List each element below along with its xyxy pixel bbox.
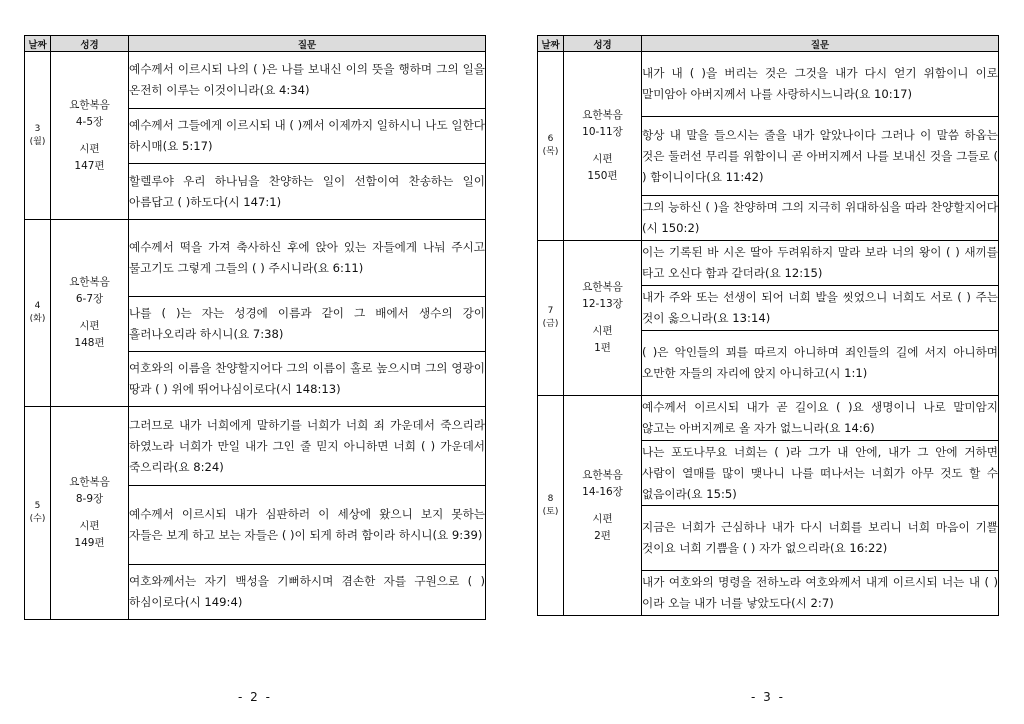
question-cell: 그의 능하신 ( )을 찬양하며 그의 지극히 위대하심을 따라 찬양할지어다(시 150:2)	[642, 196, 999, 241]
psalm-book: 시편	[79, 520, 100, 532]
reading-cell	[564, 52, 642, 241]
gospel-book: 요한복음	[69, 276, 110, 288]
weekday: (토)	[542, 506, 559, 517]
table-header-row	[25, 36, 486, 52]
table-row	[25, 407, 486, 486]
question-cell: 나를 ( )는 자는 성경에 이름과 같이 그 배에서 생수의 강이 흘러나오리라 하시니(요 7:38)	[129, 297, 486, 352]
reading-plan-table	[537, 35, 999, 616]
day-number: 7	[547, 306, 554, 316]
gospel-book: 요한복음	[582, 109, 623, 121]
gospel-book: 요한복음	[582, 468, 623, 481]
reading-cell	[51, 52, 129, 220]
table-header-row	[538, 36, 999, 52]
table-row	[538, 396, 999, 441]
psalm-book: 시편	[79, 320, 100, 332]
psalm-book: 시편	[592, 153, 613, 165]
psalm-number: 150편	[587, 170, 618, 182]
day-number: 8	[547, 493, 554, 504]
question-cell: 예수께서 이르시되 내가 곧 길이요 ( )요 생명이니 나로 말미암지 않고는 아버지께로 올 자가 없느니라(요 14:6)	[642, 396, 999, 441]
question-cell: 그러므로 내가 너희에게 말하기를 너희가 너희 죄 가운데서 죽으리라 하였노라 너희가 만일 내가 그인 줄 믿지 아니하면 너희 ( ) 가운데서 죽으리라(요 8:24)	[129, 407, 486, 486]
gospel-chapters: 4-5장	[75, 115, 104, 128]
day-number: 5	[34, 501, 41, 511]
question-cell: 내가 주와 또는 선생이 되어 너희 발을 씻었으니 너희도 서로 ( ) 주는 것이 옳으니라(요 13:14)	[642, 286, 999, 331]
header-date: 날짜	[25, 36, 51, 52]
question-cell: 예수께서 이르시되 내가 심판하러 이 세상에 왔으니 보지 못하는 자들은 보게 하고 보는 자들은 ( )이 되게 하려 함이라 하시니(요 9:39)	[129, 486, 486, 565]
question-cell: 예수께서 이르시되 나의 ( )은 나를 보내신 이의 뜻을 행하며 그의 일을 온전히 이루는 이것이니라(요 4:34)	[129, 52, 486, 109]
day-number: 3	[34, 123, 41, 134]
question-cell: 예수께서 그들에게 이르시되 내 ( )께서 이제까지 일하시니 나도 일한다 하시매(요 5:17)	[129, 109, 486, 164]
date-cell	[538, 396, 564, 616]
gospel-chapters: 6-7장	[75, 293, 104, 305]
header-reading: 성경	[51, 36, 129, 52]
weekday: (화)	[29, 314, 46, 324]
reading-cell	[564, 396, 642, 616]
day-number: 6	[547, 134, 554, 144]
gospel-book: 요한복음	[69, 476, 110, 488]
gospel-book: 요한복음	[582, 281, 623, 293]
question-cell: 내가 여호와의 명령을 전하노라 여호와께서 내게 이르시되 너는 내 ( )이라 오늘 내가 너를 낳았도다(시 2:7)	[642, 571, 999, 616]
reading-cell	[51, 407, 129, 620]
psalm-book: 시편	[592, 512, 613, 525]
table-row	[25, 52, 486, 109]
table-row	[538, 52, 999, 117]
question-cell: 할렐루야 우리 하나님을 찬양하는 일이 선함이여 찬송하는 일이 아름답고 ( )하도다(시 147:1)	[129, 164, 486, 220]
gospel-chapters: 10-11장	[582, 126, 623, 138]
question-cell: ( )은 악인들의 꾀를 따르지 아니하며 죄인들의 길에 서지 아니하며 오만한 자들의 자리에 앉지 아니하고(시 1:1)	[642, 331, 999, 396]
date-cell	[538, 52, 564, 241]
table-row	[25, 220, 486, 297]
gospel-chapters: 12-13장	[582, 298, 623, 310]
question-cell: 예수께서 떡을 가져 축사하신 후에 앉아 있는 자들에게 나눠 주시고 물고기도 그렇게 그들의 ( ) 주시니라(요 6:11)	[129, 220, 486, 297]
header-date: 날짜	[538, 36, 564, 52]
reading-cell	[564, 241, 642, 396]
question-cell: 지금은 너희가 근심하나 내가 다시 너희를 보리니 너희 마음이 기쁠 것이요 너희 기쁨을 ( ) 자가 없으리라(요 16:22)	[642, 506, 999, 571]
psalm-number: 147편	[74, 159, 105, 172]
day-number: 4	[34, 301, 41, 311]
question-cell: 여호와의 이름을 찬양할지어다 그의 이름이 홀로 높으시며 그의 영광이 땅과 ( ) 위에 뛰어나심이로다(시 148:13)	[129, 352, 486, 407]
question-cell: 여호와께서는 자기 백성을 기뻐하시며 겸손한 자를 구원으로 ( ) 하심이로다(시 149:4)	[129, 565, 486, 620]
psalm-book: 시편	[79, 142, 100, 155]
header-question: 질문	[642, 36, 999, 52]
psalm-number: 148편	[74, 337, 105, 349]
question-cell: 내가 내 ( )을 버리는 것은 그것을 내가 다시 얻기 위함이니 이로 말미암아 아버지께서 나를 사랑하시느니라(요 10:17)	[642, 52, 999, 117]
psalm-number: 149편	[74, 537, 105, 549]
date-cell	[25, 220, 51, 407]
psalm-number: 2편	[594, 529, 611, 542]
weekday: (금)	[542, 319, 559, 329]
date-cell	[25, 407, 51, 620]
question-cell: 이는 기록된 바 시온 딸아 두려워하지 말라 보라 너의 왕이 ( ) 새끼를 타고 오신다 함과 같더라(요 12:15)	[642, 241, 999, 286]
gospel-chapters: 14-16장	[582, 485, 623, 498]
reading-cell	[51, 220, 129, 407]
header-reading: 성경	[564, 36, 642, 52]
date-cell	[538, 241, 564, 396]
page-number: - 2 -	[238, 690, 272, 704]
header-question: 질문	[129, 36, 486, 52]
psalm-book: 시편	[592, 325, 613, 337]
weekday: (수)	[29, 514, 46, 524]
page-right	[537, 35, 999, 616]
weekday: (월)	[29, 136, 46, 147]
page-left	[24, 35, 486, 620]
reading-plan-table	[24, 35, 486, 620]
table-row	[538, 241, 999, 286]
gospel-chapters: 8-9장	[75, 493, 104, 505]
weekday: (목)	[542, 147, 559, 157]
psalm-number: 1편	[594, 342, 611, 354]
gospel-book: 요한복음	[69, 98, 110, 111]
question-cell: 나는 포도나무요 너희는 ( )라 그가 내 안에, 내가 그 안에 거하면 사람이 열매를 많이 맺나니 나를 떠나서는 너희가 아무 것도 할 수 없음이라(요 15:5)	[642, 441, 999, 506]
date-cell	[25, 52, 51, 220]
page-number: - 3 -	[751, 690, 785, 704]
question-cell: 항상 내 말을 들으시는 줄을 내가 알았나이다 그러나 이 말씀 하옵는 것은 둘러선 무리를 위함이니 곧 아버지께서 나를 보내신 것을 그들로 ( ) 함이니이다(요 11:42)	[642, 117, 999, 196]
